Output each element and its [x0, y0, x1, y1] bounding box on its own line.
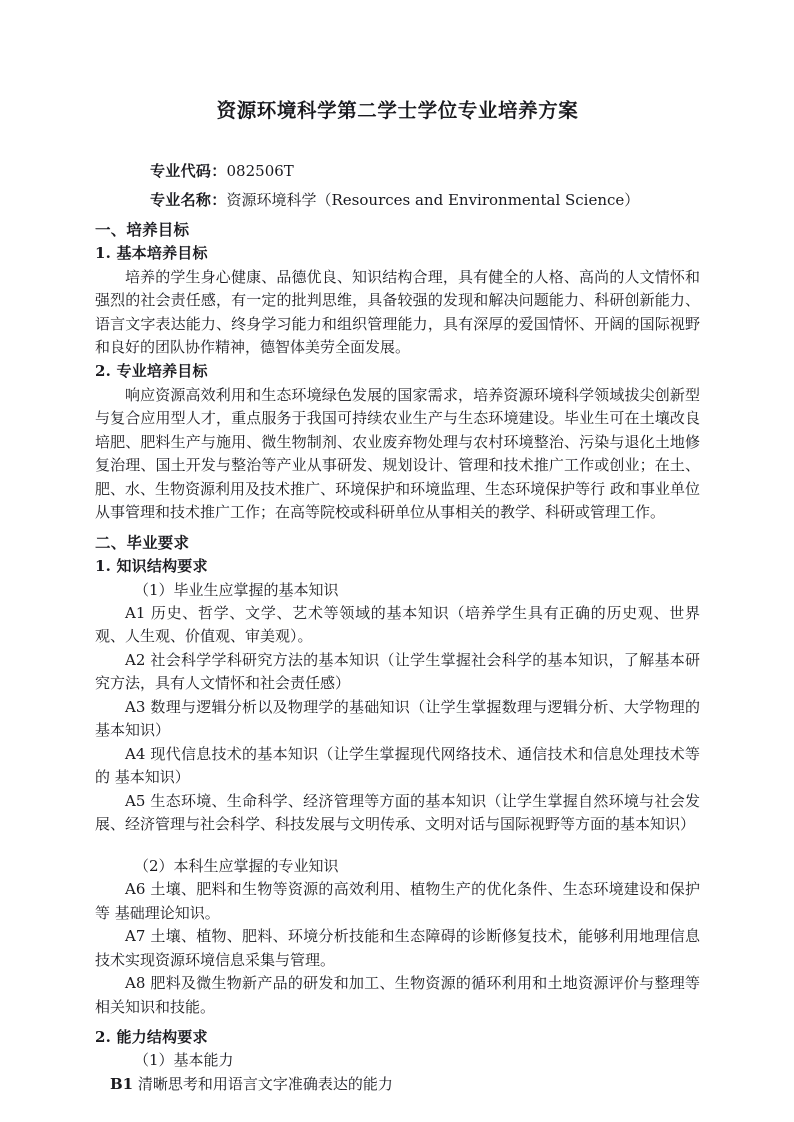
- meta-row-major-name: [95, 188, 700, 212]
- knowledge-item-a2: A2 社会科学学科研究方法的基本知识（让学生掌握社会科学的基本知识，了解基本研究方法，具有人文情怀和社会责任感）: [95, 650, 700, 693]
- major-name-label: 专业名称：: [150, 190, 227, 209]
- subsection-heading-knowledge-structure: 1. 知识结构要求: [95, 557, 208, 576]
- section-heading-graduation-requirements: 二、毕业要求: [95, 532, 190, 552]
- group-title-basic-knowledge: （1）毕业生应掌握的基本知识: [134, 580, 339, 599]
- major-name-value: 资源环境科学（Resources and Environmental Science）: [226, 190, 640, 209]
- paragraph-spacer-small: [95, 1019, 700, 1025]
- section-heading-training-objectives: 一、培养目标: [95, 219, 190, 239]
- knowledge-item-a1: A1 历史、哲学、文学、艺术等领域的基本知识（培养学生具有正确的历史观、世界观、人生观、价值观、审美观）。: [95, 604, 700, 646]
- knowledge-item-a5: A5 生态环境、生命科学、经济管理等方面的基本知识（让学生掌握自然环境与社会发展、经济管理与社会科学、科技发展与文明传承、文明对话与国际视野等方面的基本知识）: [95, 791, 700, 834]
- major-code-label: 专业代码：: [150, 162, 227, 181]
- paragraph-basic-objective: 培养的学生身心健康、品德优良、知识结构合理，具有健全的人格、高尚的人文情怀和强烈的社会责任感，有一定的批判思维，具备较强的发现和解决问题能力、科研创新能力、语言文字表达能力、终身学习能力和组织管理能力，具有深厚的爱国情怀、开阔的国际视野和良好的团队协作精神，德智体美劳全面发展。: [95, 267, 700, 356]
- ability-item-b1-text: 清晰思考和用语言文字准确表达的能力: [137, 1074, 393, 1093]
- knowledge-item-a3: A3 数理与逻辑分析以及物理学的基础知识（让学生掌握数理与逻辑分析、大学物理的基本知识）: [95, 697, 700, 740]
- knowledge-item-a7: A7 土壤、植物、肥料、环境分析技能和生态障碍的诊断修复技术，能够利用地理信息技术实现资源环境信息采集与管理。: [95, 927, 700, 969]
- ability-item-b1-code: B1: [110, 1074, 134, 1093]
- paragraph-major-objective: 响应资源高效利用和生态环境绿色发展的国家需求，培养资源环境科学领域拔尖创新型与复合应用型人才，重点服务于我国可持续农业生产与生态环境建设。毕业生可在土壤改良培肥、肥料生产与施用、微生物制剂、农业废弃物处理与农村环境整治、污染与退化土地修复治理、国土开发与整治等产业从事研发、规划设计、管理和技术推广工作或创业；在土、肥、水、生物资源利用及技术推广、环境保护和环境监理、生态环境保护等行 政和事业单位从事管理和技术推广工作；在高等院校或科研单位从事相关的教学、科研或管理工作。: [95, 385, 700, 522]
- knowledge-item-a8: A8 肥料及微生物新产品的研发和加工、生物资源的循环利用和土地资源评价与整理等相关知识和技能。: [95, 974, 700, 1016]
- group-title-basic-ability: （1）基本能力: [134, 1051, 234, 1070]
- subsection-heading-ability-structure: 2. 能力结构要求: [95, 1027, 208, 1046]
- paragraph-spacer: [95, 837, 700, 855]
- ability-item-b1: [95, 1073, 700, 1096]
- page-title: 资源环境科学第二学士学位专业培养方案: [216, 99, 579, 122]
- knowledge-item-a4: A4 现代信息技术的基本知识（让学生掌握现代网络技术、通信技术和信息处理技术等 的 基本知识）: [95, 744, 700, 787]
- group-title-professional-knowledge: （2）本科生应掌握的专业知识: [134, 856, 339, 875]
- knowledge-item-a6: A6 土壤、肥料和生物等资源的高效利用、植物生产的优化条件、生态环境建设和保护等 基础理论知识。: [95, 880, 700, 922]
- major-code-value: 082506T: [226, 162, 294, 181]
- subsection-heading-basic-objective: 1. 基本培养目标: [95, 244, 208, 263]
- subsection-heading-major-objective: 2. 专业培养目标: [95, 362, 208, 381]
- meta-row-major-code: [95, 159, 700, 183]
